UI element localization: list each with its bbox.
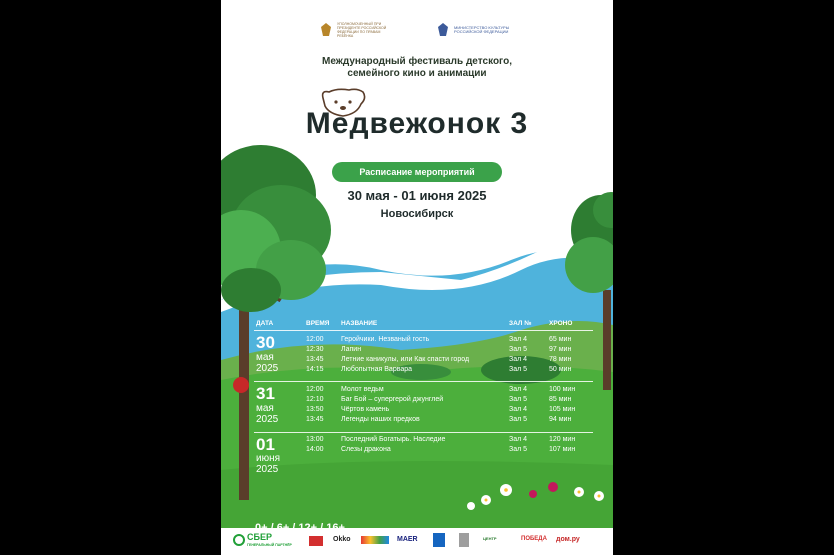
session-title: Геройчики. Незваный гость (341, 336, 430, 343)
session-duration: 78 мин (549, 356, 572, 363)
session-hall: Зал 4 (509, 436, 528, 443)
session-duration: 97 мин (549, 346, 572, 353)
table-divider (254, 330, 593, 331)
session-duration: 50 мин (549, 366, 572, 373)
session-duration: 105 мин (549, 406, 576, 413)
sponsor-sber: СБЕР (247, 532, 272, 542)
session-hall: Зал 4 (509, 406, 528, 413)
sponsor-domru: дом.ру (556, 536, 580, 543)
session-duration: 65 мин (549, 336, 572, 343)
sponsor-maer: MAER (397, 536, 418, 543)
culture-ministry-logo-text: МИНИСТЕРСТВО КУЛЬТУРЫ РОССИЙСКОЙ ФЕДЕРАЦИИ (454, 25, 510, 34)
header-duration: ХРОНО (549, 320, 573, 327)
schedule-table (221, 0, 613, 555)
session-title: Молот ведьм (341, 386, 384, 393)
day-number: 30 (256, 333, 275, 352)
session-hall: Зал 5 (509, 346, 528, 353)
day-year: 2025 (256, 414, 279, 425)
session-time: 14:15 (306, 366, 324, 373)
session-duration: 107 мин (549, 446, 576, 453)
session-time: 12:00 (306, 336, 324, 343)
session-time: 13:50 (306, 406, 324, 413)
session-title: Легенды наших предков (341, 416, 420, 423)
festival-poster (221, 0, 613, 555)
session-hall: Зал 5 (509, 396, 528, 403)
day-year: 2025 (256, 363, 279, 374)
session-title: Лапин (341, 346, 362, 353)
sponsor-okko: Okko (333, 536, 351, 543)
sponsor-logo-red (309, 536, 323, 546)
sber-logo-icon (233, 534, 245, 546)
sponsor-bar (221, 528, 613, 555)
session-duration: 120 мин (549, 436, 576, 443)
sponsor-center: ЦЕНТР (483, 536, 497, 541)
session-title: Слезы дракона (341, 446, 391, 453)
session-hall: Зал 5 (509, 416, 528, 423)
day-number: 01 (256, 435, 275, 454)
day-number: 31 (256, 384, 275, 403)
festival-city: Новосибирск (380, 208, 454, 220)
session-time: 14:00 (306, 446, 324, 453)
session-hall: Зал 4 (509, 386, 528, 393)
header-hall: ЗАЛ № (509, 320, 532, 327)
session-duration: 100 мин (549, 386, 576, 393)
session-hall: Зал 4 (509, 356, 528, 363)
day-month: мая (256, 352, 274, 363)
sponsor-logo-colorful (361, 536, 389, 544)
session-hall: Зал 5 (509, 446, 528, 453)
day-month: мая (256, 403, 274, 414)
session-hall: Зал 4 (509, 336, 528, 343)
session-title: Любопытная Варвара (341, 366, 413, 373)
session-duration: 85 мин (549, 396, 572, 403)
session-time: 12:30 (306, 346, 324, 353)
session-title: Последний Богатырь. Наследие (341, 436, 446, 443)
session-time: 13:45 (306, 356, 324, 363)
header-time: ВРЕМЯ (306, 320, 330, 327)
session-title: Баг Бой – супергерой джунглей (341, 396, 444, 403)
ombudsman-logo-text: УПОЛНОМОЧЕННЫЙ ПРИ ПРЕЗИДЕНТЕ РОССИЙСКОЙ ФЕДЕРАЦИИ ПО ПРАВАМ РЕБЁНКА (337, 22, 387, 38)
festival-title: Медвежонок 3 (305, 107, 529, 140)
sponsor-pobeda: ПОБЕДА (521, 536, 547, 542)
table-divider (254, 432, 593, 433)
festival-subtitle-line2: семейного кино и анимации (347, 68, 487, 79)
session-title: Летние каникулы, или Как спасти город (341, 356, 470, 363)
day-month: июня (256, 453, 281, 464)
sponsor-logo-grey (459, 533, 469, 547)
day-year: 2025 (256, 464, 279, 475)
festival-subtitle-line1: Международный фестиваль детского, (322, 56, 512, 67)
schedule-label-badge: Расписание мероприятий (332, 162, 502, 182)
session-time: 13:00 (306, 436, 324, 443)
table-divider (254, 381, 593, 382)
festival-dates: 30 мая - 01 июня 2025 (347, 188, 487, 203)
sponsor-coat-of-arms-icon (433, 533, 445, 547)
sponsor-sber-subtitle: ГЕНЕРАЛЬНЫЙ ПАРТНЁР (247, 543, 292, 547)
session-time: 12:00 (306, 386, 324, 393)
session-time: 12:10 (306, 396, 324, 403)
session-duration: 94 мин (549, 416, 572, 423)
session-title: Чёртов камень (341, 406, 390, 413)
session-hall: Зал 5 (509, 366, 528, 373)
header-date: ДАТА (256, 320, 274, 327)
header-name: НАЗВАНИЕ (341, 320, 378, 327)
session-time: 13:45 (306, 416, 324, 423)
